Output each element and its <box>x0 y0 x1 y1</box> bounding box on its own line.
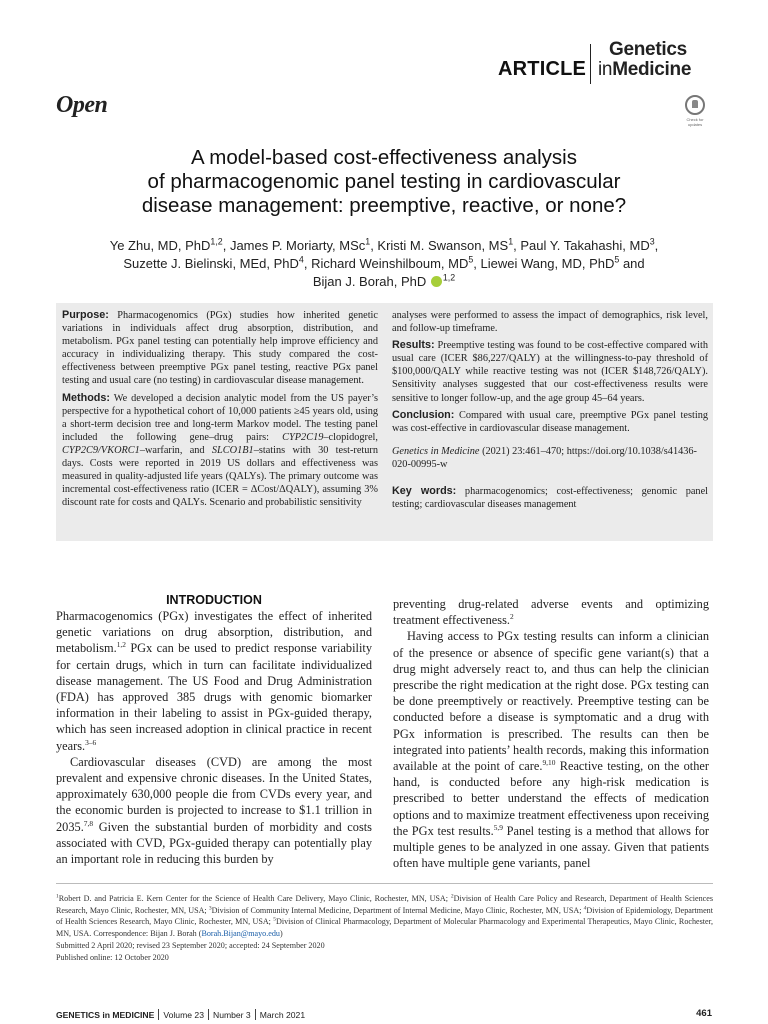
correspondence-email-link[interactable]: Borah.Bijan@mayo.edu <box>201 928 280 938</box>
title-line-2: of pharmacogenomic panel testing in cardiovascular <box>147 170 621 193</box>
citation[interactable]: Genetics in Medicine (2021) 23:461–470; https://doi.org/10.1038/s41436-020-00995-w <box>392 445 697 470</box>
footer-volume: Volume 23 <box>163 1010 204 1020</box>
footer-journal: GENETICS in MEDICINE <box>56 1010 155 1020</box>
body-left-column <box>56 592 372 867</box>
journal-logo-line1: Genetics <box>609 39 687 60</box>
check-updates-text: Check for updates <box>686 117 704 127</box>
author: Suzette J. Bielinski, MEd, PhD$^4$, <box>123 254 312 271</box>
reference-link[interactable]: 5,9 <box>493 822 503 832</box>
paragraph: preventing drug-related adverse events and optimizing treatment effectiveness.$^2$ <box>393 597 709 628</box>
paragraph: Having access to PGx testing results can inform a clinician of the presence or absence of specific gene variant(s) that a drug might adversely react to, and thus can help the clinician prescribe the right medication at the right dose. PGx testing can be done preemptively or reactively. Preemptive testing can be conducted before a disease is symptomatic and a drug with PGx information is prescribed. The results can then be integrated into patients’ health records, making this information available at the point of care.$^{9,10}$ Reactive testing, on the other hand, is conducted before any high-risk medication is prescribed to better understand the effects of medication options and to maximize treatment effectiveness upon receiving the PGx test results.$^{5,9}$ Panel testing is a method that allows for multiple genes to be analyzed in one assay. Given that patients often have multiple gene variants, panel <box>393 629 709 871</box>
reference-link[interactable]: 2 <box>509 612 514 622</box>
reference-link[interactable]: 9,10 <box>542 757 556 767</box>
abstract-right-column <box>392 309 708 515</box>
abstract-conclusion: Conclusion: Compared with usual care, preemptive PGx panel testing was cost-effective in cardiovascular disease management. <box>392 408 708 434</box>
journal-logo-medicine: Medicine <box>612 59 692 80</box>
section-heading-introduction: INTRODUCTION <box>166 593 262 607</box>
abstract-left-column <box>62 309 378 513</box>
footer-separator <box>208 1009 209 1020</box>
author: Richard Weinshilboum, $MD^5$, <box>311 254 481 271</box>
author: Paul Y. Takahashi, $MD^3$, <box>520 236 659 253</box>
body-right-column <box>393 596 709 871</box>
author: Ye Zhu, MD, PhD$^{1,2}$, <box>109 236 230 253</box>
journal-logo <box>598 40 691 80</box>
author-list <box>60 237 708 291</box>
title-line-1: A model-based cost-effectiveness analysis <box>191 146 577 169</box>
footer-number: Number 3 <box>212 1010 251 1020</box>
author: Bijan J. Borah, PhD $^{1,2}$ <box>312 272 456 289</box>
check-updates-icon <box>685 95 705 115</box>
title-line-3: disease management: preemptive, reactive, or none? <box>141 194 627 217</box>
open-access-label: Open <box>56 92 108 118</box>
journal-logo-line2 <box>598 60 691 80</box>
submitted-dates: Submitted 2 April 2020; revised 23 September 2020; accepted: 24 September 2020 <box>56 941 325 950</box>
paragraph: Cardiovascular diseases (CVD) are among the most prevalent and expensive chronic diseases. In the United States, approximately 630,000 people die from CVDs every year, and the economic burden is projected to increase to $1.1 trillion in 2035.$^{7,8}$ Given the substantial burden of morbidity and costs associated with CVD, PGx-guided therapy can potentially play an important role in reducing this burden by <box>56 754 372 867</box>
keywords: Key words: pharmacogenomics; cost-effectiveness; genomic panel testing; cardiovascular diseases management <box>392 485 708 511</box>
abstract-purpose: Purpose: Pharmacogenomics (PGx) studies how inherited genetic variations in individuals affect drug absorption, distribution, and metabolism. PGx panel testing can potentially help improve efficiency and accuracy in individualizing therapy. This study compared the cost-effectiveness between preemptive PGx panel testing, reactive PGx panel testing and usual care (no testing) in cardiovascular disease management. <box>62 309 378 387</box>
reference-link[interactable]: 1,2 <box>116 640 126 650</box>
abstract-methods-continued: analyses were performed to assess the impact of demographics, risk level, and follow-up timeframe. <box>392 310 708 335</box>
abstract-methods: Methods: We developed a decision analytic model from the US payer’s perspective for a hypothetical cohort of 10,000 patients ≥45 years old, using a short-term decision tree and long-term Markov model. The testing panel included the following gene–drug pairs: CYP2C19–clopidogrel, CYP2C9/VKORC1–warfarin, and SLCO1B1–statins with 30 test-return days. Costs were reported in 2019 US dollars and effectiveness was measured in quality-adjusted life years (QALYs). The primary outcome was incremental cost-effectiveness ratio (ICER = ΔCost/ΔQALY), assuming 3% discount rate for costs and QALYs. Scenario and probabilistic sensitivity <box>62 391 378 509</box>
paragraph: Pharmacogenomics (PGx) investigates the effect of inherited genetic variations on drug absorption, distribution, and metabolism.$^{1,2}$ PGx can be used to predict response variability for certain drugs, which in turn can facilitate individualized disease management. The US Food and Drug Administration (FDA) has approved 385 drugs with genomic biomarker information in their labeling to assist in PGx-guided therapy, which has seen increased adoption in clinical practice in recent years.$^{3-6}$ <box>56 609 372 753</box>
check-for-updates-badge[interactable] <box>680 94 710 128</box>
author: Kristi M. Swanson, $MS^1$, <box>377 236 521 253</box>
publication-dates <box>56 940 713 963</box>
paper-title <box>60 146 708 218</box>
reference-link[interactable]: 7,8 <box>83 818 94 828</box>
published-date: Published online: 12 October 2020 <box>56 952 169 962</box>
footer-separator <box>255 1009 256 1020</box>
author: Liewei Wang, MD, PhD$^5$ and <box>480 254 645 271</box>
orcid-icon[interactable] <box>431 276 442 287</box>
footer-date: March 2021 <box>259 1010 306 1020</box>
footnote-divider <box>56 883 713 884</box>
article-label: ARTICLE <box>498 58 587 80</box>
page-number: 461 <box>696 1008 712 1019</box>
journal-logo-in: in <box>598 59 613 80</box>
author: James P. Moriarty, MSc$^1$, <box>229 236 378 253</box>
affiliations-footnote: $^1$Robert D. and Patricia E. Kern Center for the Science of Health Care Delivery, Mayo Clinic, Rochester, MN, USA; $^2$Division of Health Care Policy and Research, Department of Health Sciences Research, Mayo Clinic, Rochester, MN, USA; $^3$Division of Community Internal Medicine, Department of Internal Medicine, Mayo Clinic, Rochester, MN, USA; $^4$Division of Epidemiology, Department of Health Sciences Research, Mayo Clinic, Rochester, MN, USA; $^5$Division of Clinical Pharmacology, Department of Molecular Pharmacology and Experimental Therapeutics, Mayo Clinic, Rochester, MN, USA. Correspondence: Bijan J. Borah (Borah.Bijan@mayo.edu) <box>56 893 713 938</box>
header-divider <box>590 44 591 84</box>
reference-link[interactable]: 3–6 <box>85 737 97 747</box>
abstract-box <box>56 303 713 541</box>
abstract-results: Results: Preemptive testing was found to be cost-effective compared with usual care (ICER $86,227/QALY) at the willingness-to-pay threshold of $100,000/QALY while reactive testing was not (ICER $148,726/QALY). Sensitivity analyses suggested that our cost-effectiveness results were sensitive to longer follow-up, and the age group 45–64 years. <box>392 339 708 404</box>
footer-separator <box>158 1009 159 1020</box>
running-footer <box>56 1009 305 1020</box>
